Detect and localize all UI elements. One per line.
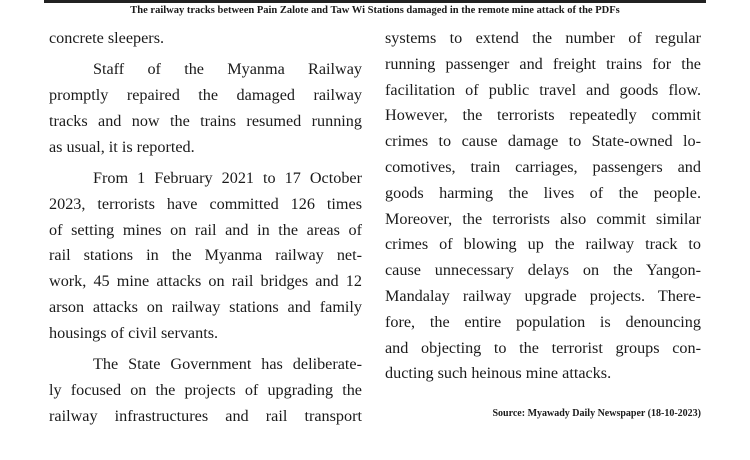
text-line: crimes of blowing up the railway track to [385, 235, 701, 254]
text-line: crimes to cause damage to State-owned lo- [385, 132, 701, 151]
text-line: However, the terrorists repeatedly commit [385, 106, 701, 125]
text-line: cause unnecessary delays on the Yangon- [385, 261, 701, 280]
text-line: Staff of the Myanma Railway [93, 60, 362, 79]
text-line: arson attacks on railway stations and family [49, 297, 362, 316]
paragraph [49, 352, 362, 429]
paragraph [49, 26, 362, 52]
text-line: running passenger and freight trains for the [385, 54, 701, 73]
text-line: goods harming the lives of the people. [385, 183, 701, 202]
text-line: ly focused on the projects of upgrading the [49, 380, 362, 399]
text-line: From 1 February 2021 to 17 October [93, 168, 362, 187]
text-line: concrete sleepers. [49, 29, 165, 47]
text-line: systems to extend the number of regular [385, 29, 701, 47]
left-column [49, 26, 362, 429]
paragraph [49, 166, 362, 347]
text-line: Moreover, the terrorists also commit similar [385, 209, 701, 228]
top-rule [44, 0, 706, 3]
text-line: and objecting to the terrorist groups con- [385, 338, 701, 357]
right-column [385, 26, 701, 387]
text-line: rail stations in the Myanma railway net- [49, 246, 362, 265]
text-line: tracks and now the trains resumed running [49, 111, 362, 130]
text-line: The State Government has deliberate- [93, 355, 362, 374]
paragraph [49, 57, 362, 160]
photo-caption: The railway tracks between Pain Zalote and Taw Wi Stations damaged in the remote mine attack of the PDFs [130, 5, 620, 16]
text-line: as usual, it is reported. [49, 137, 195, 156]
text-line: ducting such heinous mine attacks. [385, 364, 612, 383]
text-line: Mandalay railway upgrade projects. There- [385, 286, 701, 305]
text-line: fore, the entire population is denouncing [385, 312, 701, 331]
text-line: railway infrastructures and rail transport [49, 406, 362, 425]
text-line: of setting mines on rail and in the areas of [49, 220, 362, 239]
paragraph [385, 26, 701, 387]
text-line: facilitation of public travel and goods flow. [385, 80, 701, 99]
text-line: housings of civil servants. [49, 323, 219, 342]
text-line: comotives, train carriages, passengers and [385, 157, 701, 176]
text-line: 2023, terrorists have committed 126 times [49, 194, 362, 213]
source-credit: Source: Myawady Daily Newspaper (18-10-2023) [492, 408, 701, 419]
text-line: promptly repaired the damaged railway [49, 86, 362, 105]
text-line: work, 45 mine attacks on rail bridges and 12 [49, 272, 362, 291]
